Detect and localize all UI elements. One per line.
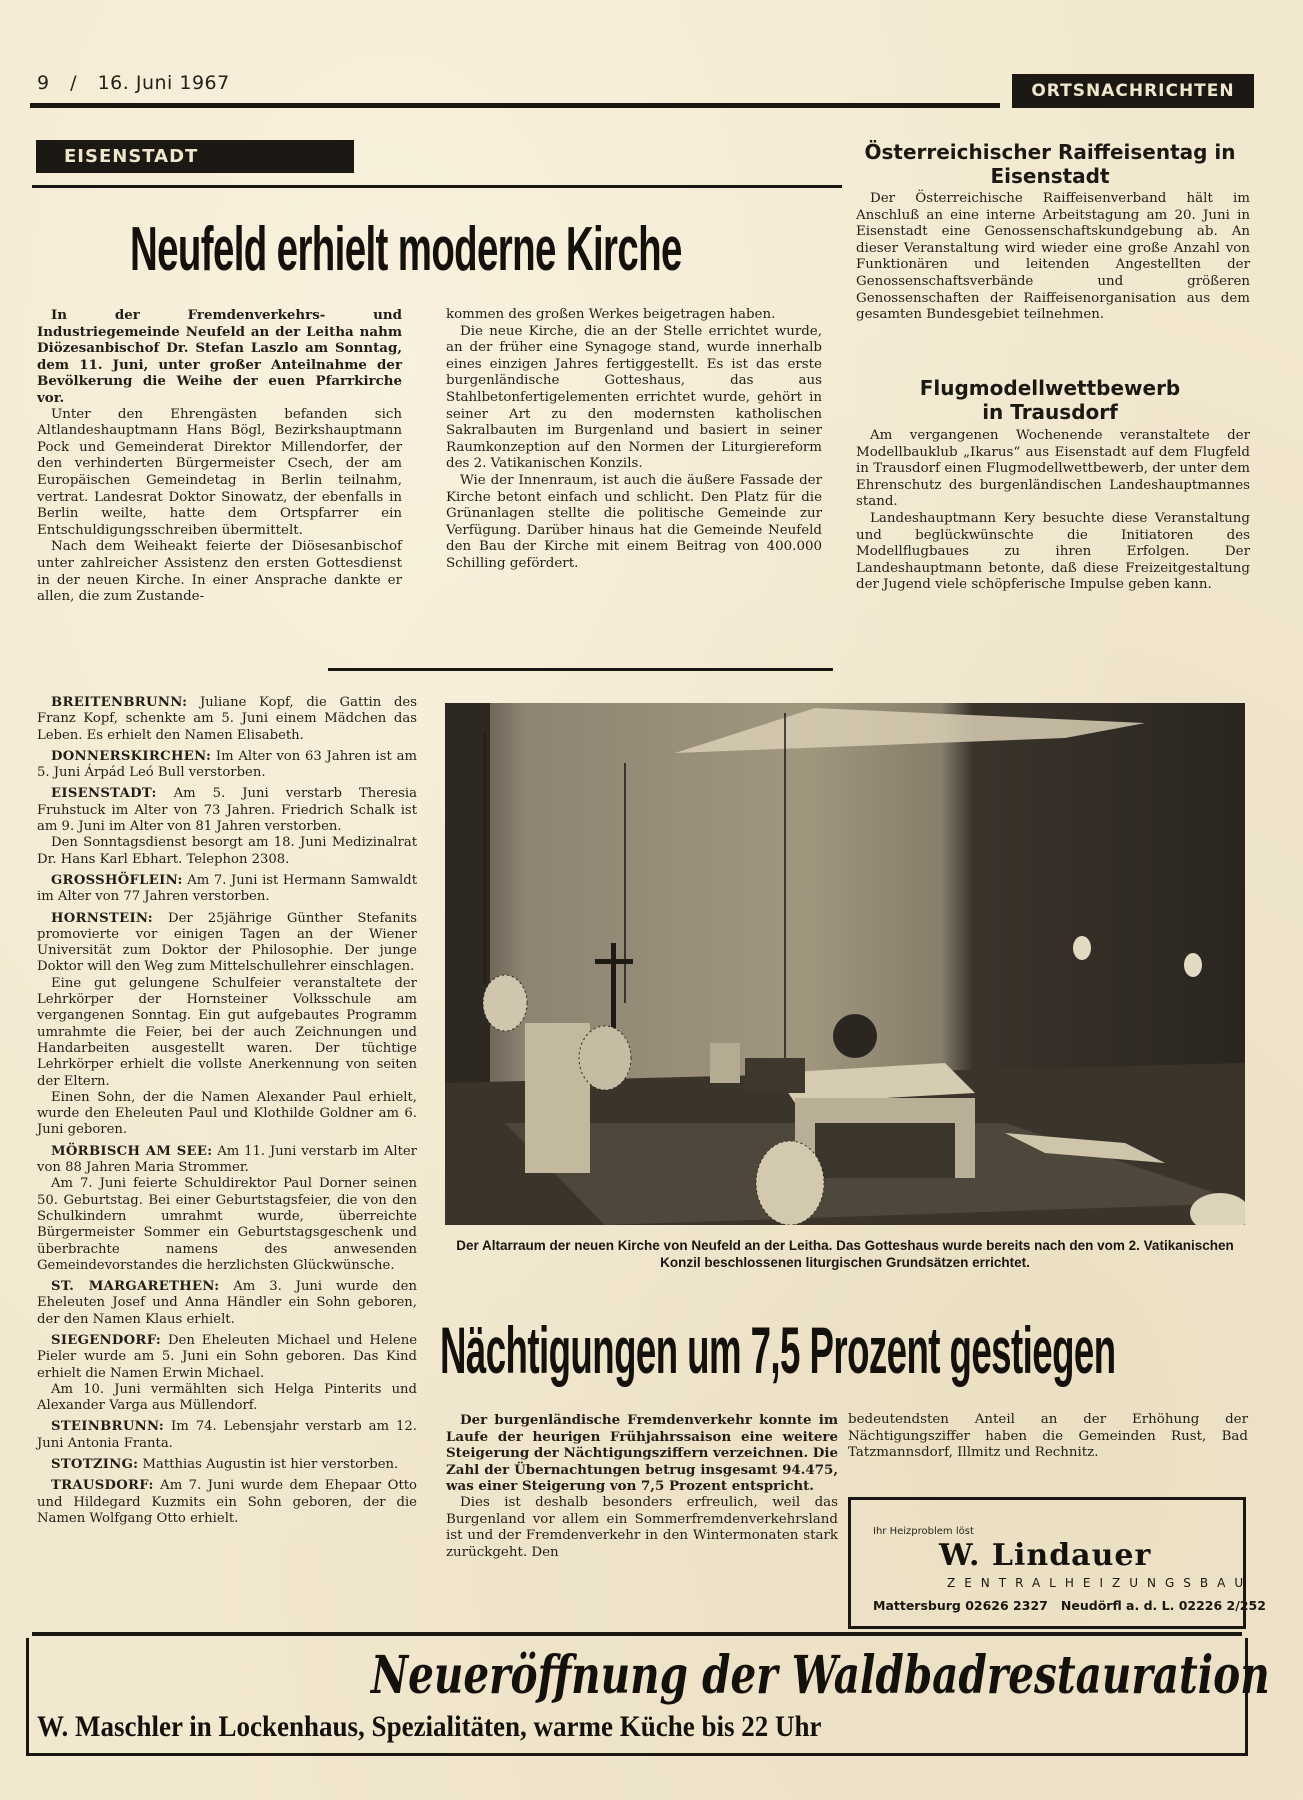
news-place: HORNSTEIN: — [51, 910, 153, 926]
tourism-headline: Nächtigungen um 7,5 Prozent gestiegen — [440, 1313, 1116, 1387]
tourism-paragraph: Dies ist deshalb besonders erfreulich, weil das Burgenland vor allem ein Sommerfremdenverkehrsland ist und der Fremdenverkehr in den Wintermonaten stark zurückgeht. Den — [446, 1494, 838, 1560]
local-news-column — [37, 695, 417, 1532]
news-item — [37, 873, 417, 906]
news-place: GROSSHÖFLEIN: — [51, 872, 183, 888]
tourism-continuation: bedeutendsten Anteil an der Erhöhung der Nächtigungsziffer haben die Gemeinden Rust, Bad Tatzmannsdorf, Illmitz und Rechnitz. — [848, 1412, 1248, 1461]
news-item — [37, 695, 417, 744]
page-number: 9 — [37, 72, 50, 94]
news-text: Am 5. Juni verstarb Theresia Fruhstuck im Alter von 73 Jahren. Friedrich Schalk ist am 9. Juni im Alter von 81 Jahren verstorben. — [37, 786, 417, 835]
news-item — [37, 1333, 417, 1382]
raiffeisen-headline-line2: Eisenstadt — [990, 164, 1110, 188]
news-continuation: Den Sonntagsdienst besorgt am 18. Juni Medizinalrat Dr. Hans Karl Ebhart. Telephon 2308. — [37, 835, 417, 867]
news-text: Juliane Kopf, die Gattin des Franz Kopf, schenkte am 5. Juni einem Mädchen das Leben. Es erhielt den Namen Elisabeth. — [37, 695, 417, 743]
main-article-paragraph: kommen des großen Werkes beigetragen haben. — [446, 307, 776, 322]
lindauer-tagline: Ihr Heizproblem löst — [873, 1526, 974, 1537]
tourism-col1 — [446, 1412, 838, 1561]
lindauer-subtitle: ZENTRALHEIZUNGSBAU — [947, 1576, 1253, 1590]
news-place: STOTZING: — [51, 1457, 139, 1473]
news-item — [37, 1478, 417, 1527]
news-place: TRAUSDORF: — [51, 1478, 154, 1494]
main-article-paragraph: Nach dem Weiheakt feierte der Diösesanbischof unter zahlreicher Assistenz den ersten Gottesdienst in der neuen Kirche. In einer Ansprache dankte er allen, die zum Zustande- — [37, 539, 402, 605]
main-article-lead: In der Fremdenverkehrs- und Industriegemeinde Neufeld an der Leitha nahm Diözesanbischof Dr. Stefan Laszlo am Sonntag, dem 11. Juni, unter großer Anteilnahme der Bevölkerung die Weihe der euen Pfarrkirche vor. — [37, 307, 402, 406]
news-continuation: Einen Sohn, der die Namen Alexander Paul erhielt, wurde den Eheleuten Paul und Klothilde Goldner am 6. Juni geboren. — [37, 1089, 417, 1138]
section-bottom-rule — [32, 1632, 1242, 1636]
lindauer-ad — [848, 1497, 1266, 1629]
lindauer-name: W. Lindauer — [939, 1538, 1152, 1573]
main-article-paragraph: Unter den Ehrengästen befanden sich Altlandeshauptmann Hans Bögl, Bezirkshauptmann Pock und Gemeinderat Direktor Millendorfer, der den verhinderten Bürgermeister Csech, der am Europäischen Gemeindetag in Berlin teilnahm, vertrat. Landesrat Doktor Sinowatz, der ebenfalls in Berlin weilte, hatte dem Ortspfarrer ein Entschuldigungsschreiben übermittelt. — [37, 406, 402, 538]
news-text: Der 25jährige Günther Stefanits promovierte vor einigen Tagen an der Wiener Universität zum Doktor der Philosophie. Der junge Doktor will den Weg zum Mittelschullehrer einschlagen. — [37, 910, 417, 975]
region-label: EISENSTADT — [36, 140, 354, 173]
news-item — [37, 1457, 417, 1473]
news-continuation: Eine gut gelungene Schulfeier veranstaltete der Lehrkörper der Hornsteiner Volksschule am vergangenen Sonntag. Ein gut aufgebautes Programm umrahmte die Feier, bei der auch Zeichnungen und Handarbeiten ausgestellt waren. Der tüchtige Lehrkörper erhielt die vollste Anerkennung von seiten der Eltern. — [37, 975, 417, 1089]
news-place: ST. MARGARETHEN: — [51, 1279, 220, 1295]
news-text: Im Alter von 63 Jahren ist am 5. Juni Árpád Leó Bull verstorben. — [37, 748, 417, 781]
flugmodell-paragraph: Landeshauptmann Kery besuchte diese Veranstaltung und beglückwünschte die Initiatoren des Modellflugbaues zu ihren Erfolgen. Der Landeshauptmann betonte, daß diese Freizeitgestaltung der Jugend viele schöpferische Impulse geben kann. — [856, 510, 1250, 593]
news-place: DONNERSKIRCHEN: — [51, 748, 212, 764]
restaurant-ad — [26, 1638, 1270, 1756]
main-article-col1 — [37, 307, 402, 606]
page-folio — [37, 72, 230, 94]
main-article-paragraph: Wie der Innenraum, ist auch die äußere Fassade der Kirche betont einfach und schlicht. Den Platz für die Grünanlagen stellte die politische Gemeinde zur Verfügung. Darüber hinaus hat die Gemeinde Neufeld den Bau der Kirche mit einem Beitrag von 400.000 Schilling gefördert. — [446, 472, 822, 571]
folio-separator: / — [70, 72, 78, 94]
news-text: Am 7. Juni wurde dem Ehepaar Otto und Hildegard Kuzmits ein Sohn geboren, der die Namen Wolfgang Otto erhielt. — [37, 1478, 417, 1526]
news-text: Am 11. Juni verstarb im Alter von 88 Jahren Maria Strommer. — [37, 1143, 417, 1176]
news-place: STEINBRUNN: — [51, 1419, 165, 1435]
header-rule — [30, 103, 1000, 108]
church-altar-image — [445, 703, 1245, 1225]
news-place: SIEGENDORF: — [51, 1332, 162, 1348]
raiffeisen-body — [856, 191, 1250, 324]
news-place: EISENSTADT: — [51, 786, 157, 802]
news-place: MÖRBISCH AM SEE: — [51, 1143, 213, 1159]
raiffeisen-headline — [850, 140, 1250, 188]
news-text: Am 7. Juni ist Hermann Samwaldt im Alter von 77 Jahren verstorben. — [37, 872, 417, 905]
tourism-col2 — [848, 1412, 1248, 1462]
news-item — [37, 749, 417, 782]
section-banner: ORTSNACHRICHTEN — [1012, 74, 1254, 108]
main-article-end-rule — [328, 668, 833, 671]
flugmodell-headline-line1: Flugmodellwettbewerb — [919, 376, 1181, 400]
news-place: BREITENBRUNN: — [51, 695, 188, 710]
news-continuation: Am 10. Juni vermählten sich Helga Pinterits und Alexander Varga aus Müllendorf. — [37, 1381, 417, 1414]
raiffeisen-headline-line1: Österreichischer Raiffeisentag in — [864, 140, 1236, 164]
altar-photo — [445, 703, 1245, 1225]
news-text: Den Eheleuten Michael und Helene Pieler wurde am 5. Juni ein Sohn geboren. Das Kind erhielt die Namen Erwin Michael. — [37, 1332, 417, 1381]
flugmodell-body — [856, 428, 1250, 594]
news-item — [37, 1144, 417, 1177]
photo-caption: Der Altarraum der neuen Kirche von Neufeld an der Leitha. Das Gotteshaus wurde bereits nach den vom 2. Vatikanischen Konzil beschlossenen liturgischen Grundsätzen errichtet. — [456, 1238, 1234, 1270]
issue-date: 16. Juni 1967 — [97, 72, 230, 94]
main-article-col2 — [446, 307, 822, 573]
restaurant-headline: Neueröffnung der Waldbadrestauration — [371, 1645, 1270, 1706]
main-article-paragraph: Die neue Kirche, die an der Stelle errichtet wurde, an der früher eine Synagoge stand, wurde innerhalb eines einzigen Jahres fertiggestellt. Es ist das erste burgenländische Gotteshaus, das aus Stahlbetonfertigelementen errichtet wurde, gehört in seiner Art zu den modernsten katholischen Sakralbauten im Burgenland und basiert in seiner Raumkonzeption auf den Normen der Liturgiereform des 2. Vatikanischen Konzils. — [446, 323, 822, 472]
news-text: Matthias Augustin ist hier verstorben. — [142, 1457, 399, 1473]
lindauer-contact: Mattersburg 02626 2327 Neudörfl a. d. L. 02226 2/252 — [873, 1598, 1266, 1613]
flugmodell-paragraph: Am vergangenen Wochenende veranstaltete der Modellbauklub „Ikarus“ aus Eisenstadt auf dem Flugfeld in Trausdorf einen Flugmodellwettbewerb, der unter dem Ehrenschutz des burgenländischen Landeshauptmannes stand. — [856, 428, 1250, 510]
news-item — [37, 786, 417, 835]
news-text: Im 74. Lebensjahr verstarb am 12. Juni Antonia Franta. — [37, 1419, 417, 1451]
news-item — [37, 1419, 417, 1452]
tourism-lead: Der burgenländische Fremdenverkehr konnte im Laufe der heurigen Frühjahrssaison eine weitere Steigerung der Nächtigungsziffern verzeichnen. Die Zahl der Übernachtungen betrug insgesamt 94.475, was einer Steigerung von 7,5 Prozent entspricht. — [446, 1412, 838, 1495]
main-headline: Neufeld erhielt moderne Kirche — [130, 215, 682, 284]
restaurant-details: W. Maschler in Lockenhaus, Spezialitäten, warme Küche bis 22 Uhr — [37, 1710, 822, 1743]
news-item — [37, 911, 417, 976]
flugmodell-headline-line2: in Trausdorf — [982, 400, 1118, 424]
flugmodell-headline — [850, 376, 1250, 424]
raiffeisen-paragraph: Der Österreichische Raiffeisenverband hält im Anschluß an eine interne Arbeitstagung am 20. Juni in Eisenstadt eine Genossenschaftskundgebung ab. An dieser Veranstaltung wird wieder eine große Anzahl von Funktionären und leitenden Angestellten der Genossenschaftsverbände und größeren Genossenschaften der Raiffeisenorganisation aus dem gesamten Bundesgebiet teilnehmen. — [856, 191, 1250, 323]
news-text: Am 3. Juni wurde den Eheleuten Josef und Anna Händler ein Sohn geboren, der den Namen Klaus erhielt. — [37, 1279, 417, 1327]
news-item — [37, 1279, 417, 1328]
news-continuation: Am 7. Juni feierte Schuldirektor Paul Dorner seinen 50. Geburtstag. Bei einer Geburtstagsfeier, die von den Schulkindern umrahmt wurde, überreichte Bürgermeister Sommer ein Geburtstagsgeschenk und überbrachte namens des anwesenden Gemeindevorstandes die herzlichsten Glückwünsche. — [37, 1176, 417, 1273]
region-rule — [32, 185, 842, 188]
